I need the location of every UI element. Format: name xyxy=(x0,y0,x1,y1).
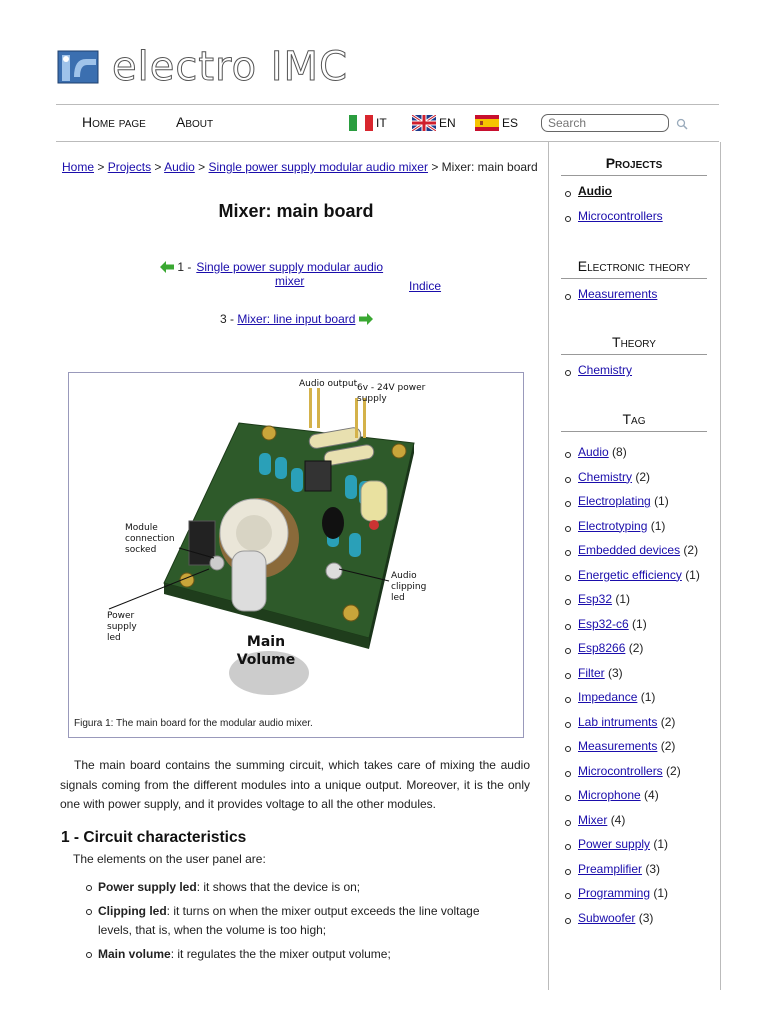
sidebar-theory-title: Theory xyxy=(561,334,707,355)
label-module-connection: Module connection socked xyxy=(125,523,175,555)
prev-page-link[interactable]: Single power supply modular audio mixer xyxy=(196,260,384,288)
bullet-icon xyxy=(565,370,571,376)
tag-link[interactable]: Preamplifier xyxy=(578,861,643,876)
breadcrumb-mixer[interactable]: Single power supply modular audio mixer xyxy=(208,160,428,174)
tag-count: (1) xyxy=(632,616,647,631)
tag-count: (2) xyxy=(660,739,676,753)
label-power-supply: 6v - 24V power supply xyxy=(357,383,426,404)
bullet-icon xyxy=(565,697,571,703)
figure-main-board xyxy=(68,372,524,738)
sidebar-theory-list xyxy=(565,363,632,388)
sidebar-tag-list xyxy=(565,445,700,935)
tag-item xyxy=(565,715,700,740)
breadcrumb-home[interactable]: Home xyxy=(62,160,95,174)
tag-link[interactable]: Esp32 xyxy=(578,592,613,606)
tag-count: (1) xyxy=(640,690,656,704)
bullet-icon xyxy=(565,624,571,630)
bullet-icon xyxy=(86,952,92,958)
sidebar-item-measurements xyxy=(565,287,657,312)
tag-item xyxy=(565,813,700,838)
nav-home-link[interactable]: Home page xyxy=(82,114,146,130)
italy-flag-icon[interactable] xyxy=(349,115,373,131)
tag-count: (2) xyxy=(635,469,651,484)
sidebar-tag-title: Tag xyxy=(561,411,707,432)
next-page-link[interactable]: Mixer: line input board xyxy=(237,312,356,326)
bullet-icon xyxy=(565,844,571,850)
label-audio-clipping: Audio clipping led xyxy=(391,571,427,603)
tag-item xyxy=(565,519,700,544)
breadcrumb xyxy=(62,160,538,174)
bullet-icon xyxy=(86,885,92,891)
tag-item xyxy=(565,862,700,887)
bullet-icon xyxy=(565,191,571,197)
section-title: 1 - Circuit characteristics xyxy=(61,829,247,846)
tag-link[interactable]: Esp32-c6 xyxy=(578,616,629,631)
tag-link[interactable]: Electroplating xyxy=(578,494,651,508)
bullet-icon xyxy=(565,526,571,532)
sidebar-item-chemistry xyxy=(565,363,632,388)
tag-link[interactable]: Power supply xyxy=(578,837,651,851)
breadcrumb-current: Mixer: main board xyxy=(441,160,538,174)
tag-link[interactable]: Mixer xyxy=(578,812,608,827)
tag-item xyxy=(565,764,700,789)
label-audio-output: Audio output xyxy=(299,379,358,389)
lang-es-label[interactable]: ES xyxy=(502,116,519,130)
bullet-icon xyxy=(565,216,571,222)
bullet-icon xyxy=(86,909,92,915)
arrow-left-icon[interactable] xyxy=(160,261,174,273)
tag-count: (1) xyxy=(653,886,669,900)
page-title: Mixer: main board xyxy=(218,201,374,221)
section-intro: The elements on the user panel are: xyxy=(73,852,266,866)
sidebar-link[interactable]: Chemistry xyxy=(578,363,633,377)
tag-link[interactable]: Filter xyxy=(578,665,605,680)
tag-item xyxy=(565,690,700,715)
sidebar-electronic-list xyxy=(565,287,657,312)
sidebar-link[interactable]: Measurements xyxy=(578,287,658,301)
sidebar-electronic-title: Electronic theory xyxy=(561,258,707,279)
tag-link[interactable]: Lab intruments xyxy=(578,714,658,729)
sidebar-item-microcontrollers xyxy=(565,209,663,234)
figure-caption: Figura 1: The main board for the modular audio mixer. xyxy=(74,718,313,729)
bullet-icon xyxy=(565,294,571,300)
tag-link[interactable]: Measurements xyxy=(578,739,658,753)
bullet-icon xyxy=(565,746,571,752)
tag-count: (8) xyxy=(612,445,627,459)
tag-count: (1) xyxy=(653,837,669,851)
bullet-icon xyxy=(565,795,571,801)
logo-text: electro IMC xyxy=(112,44,348,90)
tag-item xyxy=(565,837,700,862)
bullet-icon xyxy=(565,820,571,826)
list-item xyxy=(76,878,516,898)
bullet-icon xyxy=(565,501,571,507)
tag-count: (4) xyxy=(644,788,659,802)
list-item xyxy=(76,945,516,965)
tag-item xyxy=(565,592,700,617)
tag-count: (4) xyxy=(610,812,626,827)
tag-count: (1) xyxy=(685,567,700,582)
tag-item xyxy=(565,470,700,495)
tag-count: (3) xyxy=(608,665,623,680)
tag-link[interactable]: Energetic efficiency xyxy=(578,567,682,582)
sidebar-link[interactable]: Audio xyxy=(578,184,612,198)
index-link[interactable]: Indice xyxy=(409,279,442,293)
tag-count: (3) xyxy=(645,861,661,876)
breadcrumb-audio[interactable]: Audio xyxy=(164,160,195,174)
tag-link[interactable]: Audio xyxy=(578,445,609,459)
bullet-icon xyxy=(565,599,571,605)
bullet-icon xyxy=(565,452,571,458)
sidebar-projects-title: Projects xyxy=(561,155,707,176)
tag-link[interactable]: Microphone xyxy=(578,788,641,802)
sidebar-projects-list xyxy=(565,184,663,233)
tag-count: (1) xyxy=(654,494,669,508)
spain-flag-icon[interactable] xyxy=(475,115,499,131)
top-navbar xyxy=(56,104,719,142)
bullet-icon xyxy=(565,869,571,875)
tag-count: (2) xyxy=(683,543,699,557)
tag-item xyxy=(565,788,700,813)
bullet-icon xyxy=(565,771,571,777)
tag-item xyxy=(565,739,700,764)
tag-item xyxy=(565,666,700,691)
search-icon[interactable] xyxy=(675,117,689,131)
bullet-icon xyxy=(565,722,571,728)
breadcrumb-separator: > xyxy=(198,160,206,174)
bullet-icon xyxy=(565,648,571,654)
tag-item xyxy=(565,568,700,593)
next-page-nav xyxy=(220,312,373,326)
breadcrumb-separator: > xyxy=(154,160,162,174)
uk-flag-icon[interactable] xyxy=(412,115,436,131)
tag-link[interactable]: Impedance xyxy=(578,690,638,704)
feature-term: Clipping led xyxy=(98,903,167,918)
tag-item xyxy=(565,494,700,519)
prev-page-nav xyxy=(160,260,385,288)
bullet-icon xyxy=(565,893,571,899)
logo-icon xyxy=(56,47,102,87)
feature-term: Power supply led xyxy=(98,880,197,894)
bullet-icon xyxy=(565,477,571,483)
tag-count: (1) xyxy=(650,518,666,533)
tag-item xyxy=(565,641,700,666)
arrow-right-icon[interactable] xyxy=(359,313,373,325)
sidebar-item-audio xyxy=(565,184,663,209)
tag-count: (1) xyxy=(615,592,631,606)
bullet-icon xyxy=(565,575,571,581)
tag-item xyxy=(565,445,700,470)
feature-term: Main volume xyxy=(98,946,171,961)
tag-item xyxy=(565,886,700,911)
label-power-led: Power supply led xyxy=(107,611,137,643)
tag-link[interactable]: Chemistry xyxy=(578,469,633,484)
tag-link[interactable]: Esp8266 xyxy=(578,641,626,655)
breadcrumb-projects[interactable]: Projects xyxy=(107,160,152,174)
tag-item xyxy=(565,911,700,936)
prev-page-number: 1 - xyxy=(177,260,192,274)
next-page-number: 3 - xyxy=(220,312,235,326)
tag-count: (2) xyxy=(666,763,681,778)
tag-count: (2) xyxy=(628,641,644,655)
tag-link[interactable]: Embedded devices xyxy=(578,543,681,557)
feature-desc: : it regulates the the mixer output volume; xyxy=(170,946,391,961)
label-main-volume: Main Volume xyxy=(236,634,296,668)
search-input[interactable] xyxy=(541,114,669,132)
site-logo[interactable] xyxy=(56,44,348,90)
lang-en-label[interactable]: EN xyxy=(439,116,456,130)
feature-desc: : it turns on when the mixer output exceeds the line voltage levels, that is, when the volume is too high; xyxy=(98,903,480,937)
feature-desc: : it shows that the device is on; xyxy=(196,880,361,894)
tag-link[interactable]: Microcontrollers xyxy=(578,763,663,778)
intro-paragraph: The main board contains the summing circuit, which takes care of mixing the audio signals coming from the different modules into a unique output. Moreover, it is the only one with power supply, and it provides voltage to all the other modules. xyxy=(60,758,530,811)
lang-it-label[interactable]: IT xyxy=(376,116,387,130)
list-item xyxy=(76,902,516,941)
sidebar xyxy=(548,142,721,990)
tag-link[interactable]: Subwoofer xyxy=(578,910,636,925)
bullet-icon xyxy=(565,918,571,924)
bullet-icon xyxy=(565,550,571,556)
tag-count: (3) xyxy=(638,910,654,925)
breadcrumb-separator: > xyxy=(431,160,439,174)
sidebar-link[interactable]: Microcontrollers xyxy=(578,208,663,223)
breadcrumb-separator: > xyxy=(97,160,105,174)
nav-about-link[interactable]: About xyxy=(176,114,214,130)
tag-link[interactable]: Programming xyxy=(578,886,651,900)
tag-item xyxy=(565,617,700,642)
tag-count: (2) xyxy=(660,714,676,729)
tag-link[interactable]: Electrotyping xyxy=(578,518,648,533)
bullet-icon xyxy=(565,673,571,679)
tag-item xyxy=(565,543,700,568)
features-list xyxy=(76,878,516,968)
